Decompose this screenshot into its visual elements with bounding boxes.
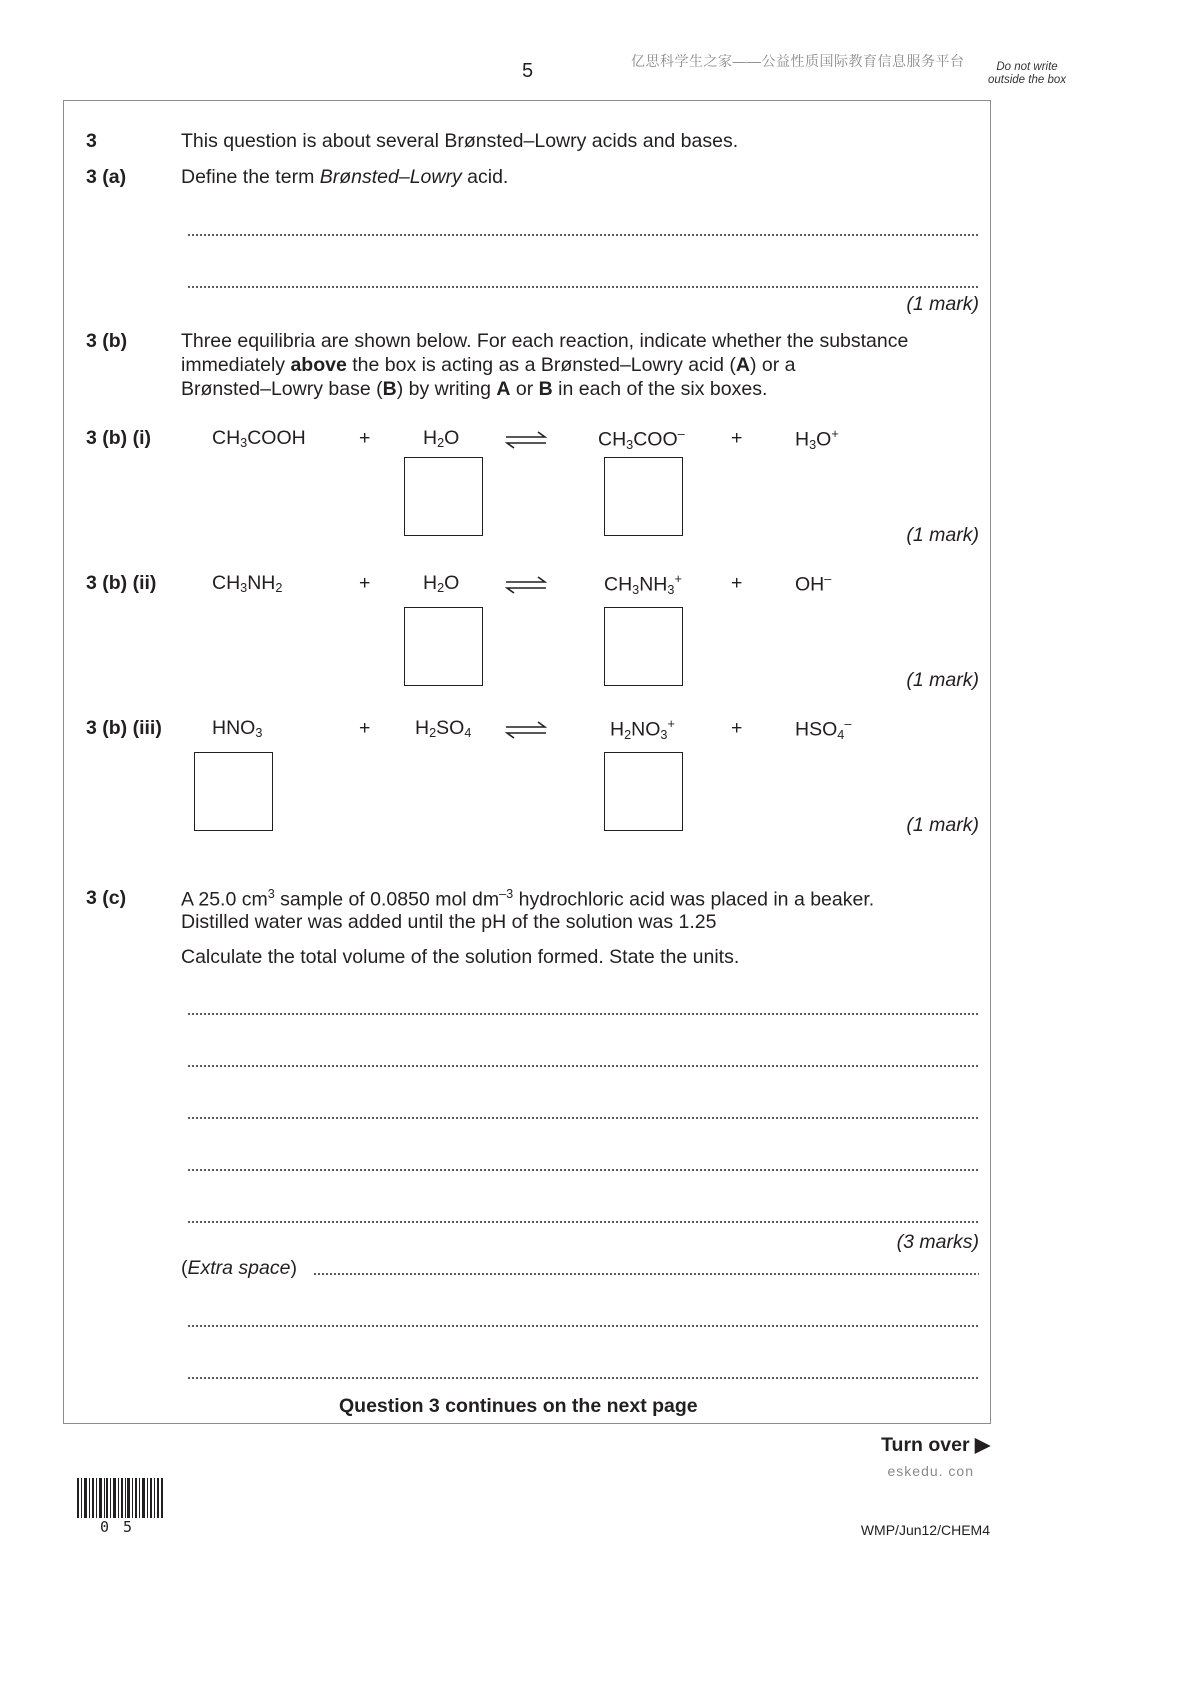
question-label-3b: 3 (b) [86, 330, 128, 352]
question-number: 3 [86, 130, 97, 152]
q3b-letter-a: A [496, 378, 511, 400]
answer-box[interactable] [604, 752, 683, 831]
formula-ch3cooh: $CH_3COOH$ [212, 427, 306, 451]
answer-line[interactable] [187, 1169, 979, 1171]
q3c-text: hydrochloric acid was placed in a beaker. [513, 888, 875, 911]
extra-space-text: Extra space [187, 1257, 291, 1279]
answer-line[interactable] [187, 234, 979, 236]
equilibrium-arrows-icon [505, 430, 547, 450]
question-label-3c: 3 (c) [86, 887, 127, 909]
q3b-text: ) by writing [396, 378, 497, 400]
q3b-text: or [510, 378, 539, 400]
mark-allocation: (3 marks) [896, 1231, 979, 1253]
question-3c-line1 [181, 887, 874, 912]
q3c-text: A 25.0 cm [181, 888, 268, 911]
site-watermark: eskedu. con [887, 1463, 974, 1479]
question-label-3bi: 3 (b) (i) [86, 427, 151, 449]
question-intro: This question is about several Brønsted–Lowry acids and bases. [181, 130, 739, 152]
q3b-letter-b: B [538, 378, 553, 400]
q3c-text: sample of 0.0850 mol dm [274, 888, 500, 911]
answer-line[interactable] [187, 1325, 979, 1327]
formula-oh-minus: OH– [795, 572, 832, 596]
formula-ch3nh2: $CH_3NH_2$ [212, 572, 283, 596]
q3c-superscript: 3 [267, 887, 275, 901]
plus-sign: + [731, 717, 743, 739]
answer-line[interactable] [187, 286, 979, 288]
plus-sign: + [359, 717, 371, 739]
formula-ch3nh3-plus: $CH_3NH_3^+$ [604, 572, 682, 597]
paper-code: WMP/Jun12/CHEM4 [860, 1522, 990, 1538]
question-label-3a: 3 (a) [86, 166, 127, 188]
question-label-3bii: 3 (b) (ii) [86, 572, 157, 594]
answer-box[interactable] [404, 457, 483, 536]
q3b-text: ) or a [750, 354, 796, 376]
answer-box[interactable] [194, 752, 273, 831]
plus-sign: + [731, 572, 743, 594]
question-3a-text [181, 166, 508, 189]
plus-sign: + [359, 427, 371, 449]
answer-box[interactable] [604, 457, 683, 536]
answer-line[interactable] [187, 1065, 979, 1067]
formula-h2so4: $H_2SO_4$ [415, 717, 472, 741]
formula-hso4-minus: $HSO_4^-$ [795, 717, 852, 742]
extra-space-label: (Extra space) [181, 1257, 297, 1279]
q3a-text-before: Define the term [181, 166, 320, 188]
answer-box[interactable] [404, 607, 483, 686]
question-3b-line2 [181, 354, 796, 377]
barcode-number: 05 [100, 1518, 147, 1536]
mark-allocation: (1 mark) [906, 293, 979, 315]
mark-allocation: (1 mark) [906, 669, 979, 691]
page-number: 5 [522, 60, 534, 82]
question-3b-line1: Three equilibria are shown below. For each reaction, indicate whether the substance [181, 330, 909, 352]
q3c-superscript: –3 [499, 887, 514, 901]
formula-h3o-plus: $H_3O^+$ [795, 427, 839, 452]
q3b-emphasis: above [290, 354, 347, 376]
question-label-3biii: 3 (b) (iii) [86, 717, 162, 739]
equilibrium-arrows-icon [505, 720, 547, 740]
margin-note: Do not write outside the box [988, 61, 1067, 86]
formula-hno3: $HNO_3$ [212, 717, 263, 741]
q3b-letter-a: A [735, 354, 751, 376]
formula-h2o: $H_2O$ [423, 427, 460, 451]
formula-ch3coo-minus: $CH_3COO^-$ [598, 427, 685, 452]
formula-h2o: $H_2O$ [423, 572, 460, 596]
q3b-text: in each of the six boxes. [552, 378, 768, 400]
q3a-term: Brønsted–Lowry [319, 166, 462, 188]
question-3c-instruction: Calculate the total volume of the solution formed. State the units. [181, 946, 740, 968]
plus-sign: + [359, 572, 371, 594]
answer-line[interactable] [187, 1013, 979, 1015]
barcode-icon [77, 1478, 163, 1518]
mark-allocation: (1 mark) [906, 814, 979, 836]
formula-h2no3-plus: $H_2NO_3^+$ [610, 717, 675, 742]
turn-over-note: Turn over ▶ [881, 1434, 990, 1456]
plus-sign: + [731, 427, 743, 449]
equilibrium-arrows-icon [505, 575, 547, 595]
answer-box[interactable] [604, 607, 683, 686]
continues-note: Question 3 continues on the next page [339, 1395, 698, 1417]
watermark-text: 亿思科学生之家——公益性质国际教育信息服务平台 [631, 53, 965, 69]
q3b-text: immediately [181, 354, 291, 376]
q3b-text: Brønsted–Lowry base ( [181, 378, 383, 400]
q3b-text: the box is acting as a Brønsted–Lowry acid ( [346, 354, 736, 376]
answer-line[interactable] [187, 1221, 979, 1223]
answer-line[interactable] [187, 1377, 979, 1379]
q3b-letter-b: B [382, 378, 397, 400]
answer-line[interactable] [187, 1117, 979, 1119]
answer-line[interactable] [313, 1273, 979, 1275]
mark-allocation: (1 mark) [906, 524, 979, 546]
q3a-text-after: acid. [461, 166, 509, 188]
question-3b-line3 [181, 378, 767, 401]
question-3c-line2: Distilled water was added until the pH of the solution was 1.25 [181, 911, 717, 933]
